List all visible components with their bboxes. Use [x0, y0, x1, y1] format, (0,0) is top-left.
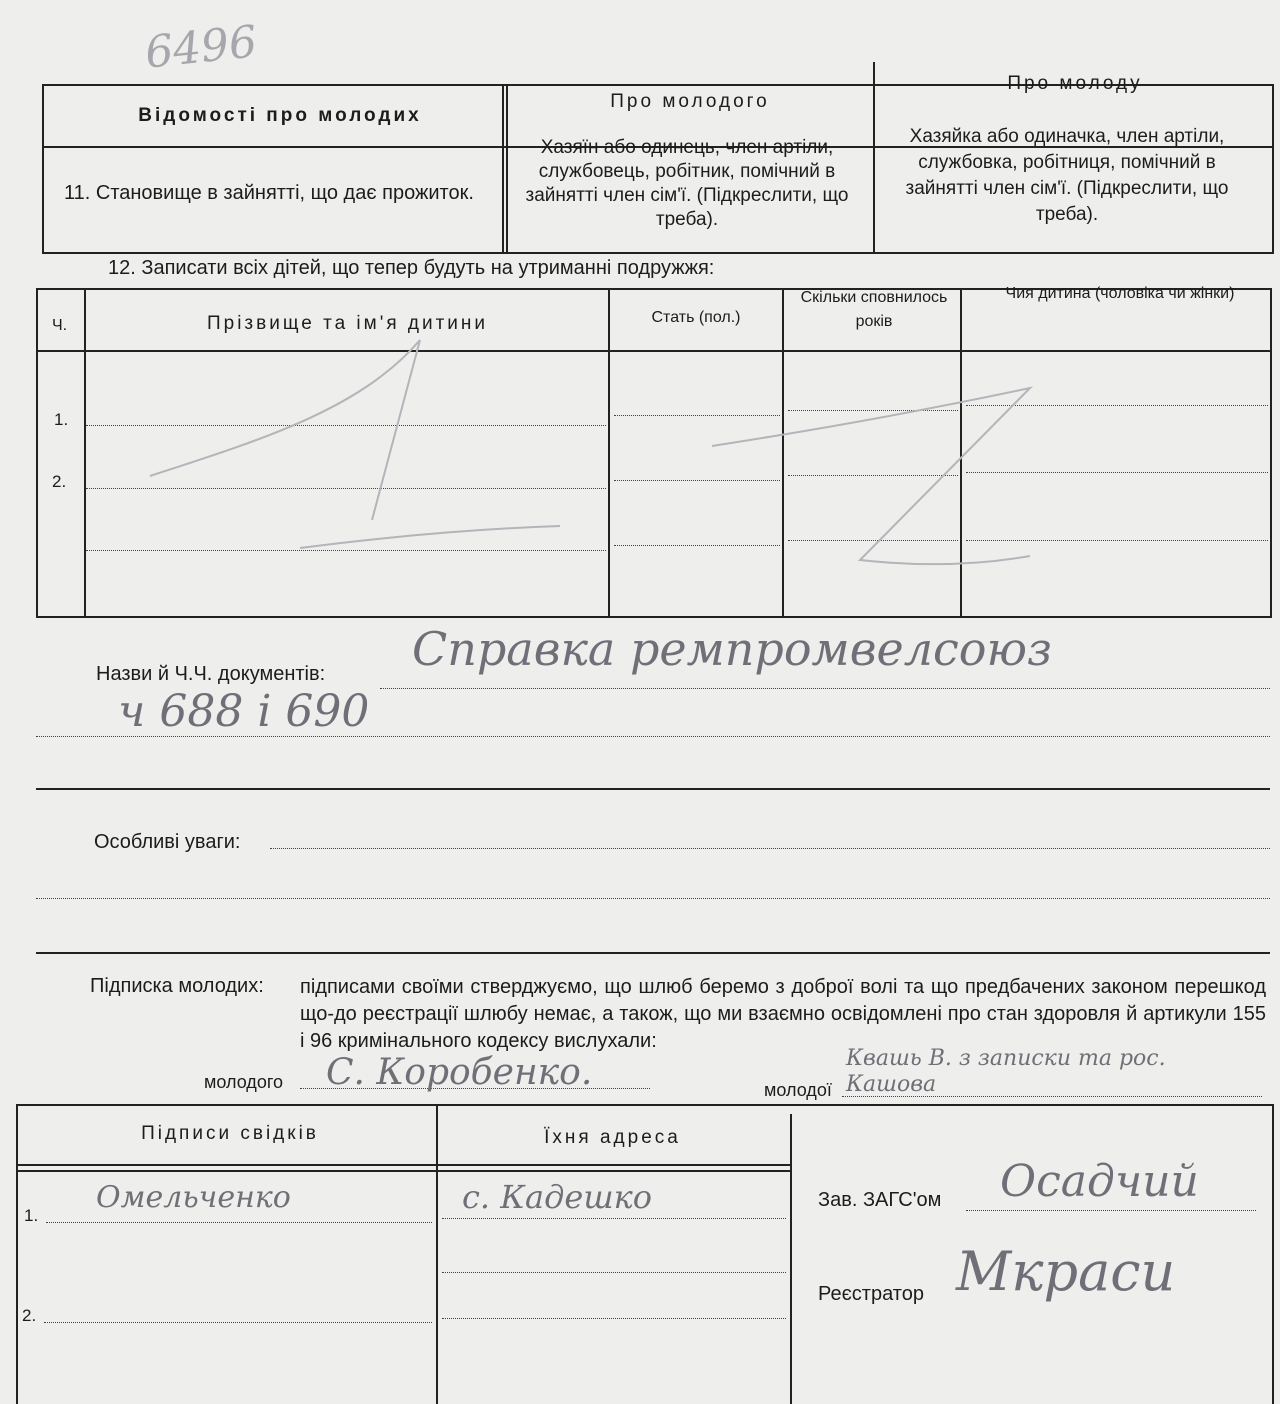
section-separator	[36, 788, 1270, 790]
section-separator	[36, 952, 1270, 954]
table-divider	[16, 1170, 790, 1172]
table-divider	[16, 1164, 790, 1166]
fill-line	[442, 1272, 786, 1273]
witness-row-number: 2.	[22, 1306, 37, 1325]
header-number: Ч.	[52, 317, 68, 334]
fill-line	[442, 1318, 786, 1319]
header-whose-child: Чия дитина (чоловіка чи жінки)	[1005, 285, 1235, 302]
remarks-label: Особливі уваги:	[94, 831, 241, 853]
archive-mark: 6496	[142, 16, 260, 79]
table-divider	[436, 1104, 438, 1404]
documents-handwriting: Справка ремпромвелсоюз	[412, 622, 1053, 676]
child-row-number: 2.	[52, 472, 67, 491]
fill-line	[270, 848, 1270, 849]
header-witness-address: Їхня адреса	[544, 1127, 681, 1148]
documents-label: Назви й Ч.Ч. документів:	[96, 663, 326, 685]
fill-line	[442, 1218, 786, 1219]
witness-row-number: 1.	[24, 1206, 39, 1225]
fill-line	[44, 1322, 432, 1323]
groom-signature-label: молодого	[204, 1072, 284, 1092]
fill-line	[966, 1210, 1256, 1211]
bride-signature-label: молодої	[764, 1080, 832, 1100]
groom-signature: С. Коробенко.	[326, 1052, 593, 1093]
row11-groom-options: Хазяїн або одинець, член артіли, службовець, робітник, помічний в зайнятті член сім'ї. (Підкреслити, що треба).	[525, 137, 849, 230]
fill-line	[46, 1222, 432, 1223]
header-age: Скільки сповнилось років	[800, 289, 948, 330]
header-sex: Стать (пол.)	[651, 309, 741, 326]
declaration-text: підписами своїми стверджуємо, що шлюб беремо з доброї волі та що предбачених законом перешкод що-до реєстрації шлюбу немає, а також, що ми взаємно освідомлені про стан здоровля й артикули 155 і 96 кримінального кодексу вислухали:	[300, 976, 1266, 1052]
header-about-groom: Про молодого	[610, 91, 770, 112]
row11-bride-options: Хазяйка або одиначка, член артіли, службовка, робітниця, помічний в зайнятті член сім'ї. (Підкреслити, що треба).	[905, 126, 1229, 225]
children-section-title: 12. Записати всіх дітей, що тепер будуть на утриманні подружжя:	[108, 257, 715, 279]
header-witness-signatures: Підписи свідків	[141, 1123, 319, 1144]
header-child-name: Прізвище та ім'я дитини	[206, 313, 489, 334]
registrar-label: Реєстратор	[818, 1283, 924, 1305]
witness-1-address: с. Кадешко	[462, 1178, 653, 1216]
head-registry-label: Зав. ЗАГС'ом	[818, 1189, 942, 1211]
bride-signature: Квашь В. з записки та рос. Кашова	[846, 1046, 1166, 1097]
row11-label: 11. Становище в зайнятті, що дає прожиток.	[64, 182, 474, 204]
head-registry-signature: Осадчий	[1000, 1156, 1199, 1207]
header-about-bride: Про молоду	[1007, 73, 1143, 94]
header-info-about-couple: Відомості про молодих	[138, 105, 422, 126]
witness-1-signature: Омельченко	[96, 1180, 291, 1215]
fill-line	[36, 898, 1270, 899]
child-row-number: 1.	[54, 410, 69, 429]
declaration-label: Підписка молодих:	[90, 975, 264, 997]
fill-line	[380, 688, 1270, 689]
registrar-signature: Мкраси	[956, 1240, 1176, 1303]
documents-numbers-handwriting: ч 688 і 690	[118, 686, 370, 737]
table-divider	[790, 1114, 792, 1404]
